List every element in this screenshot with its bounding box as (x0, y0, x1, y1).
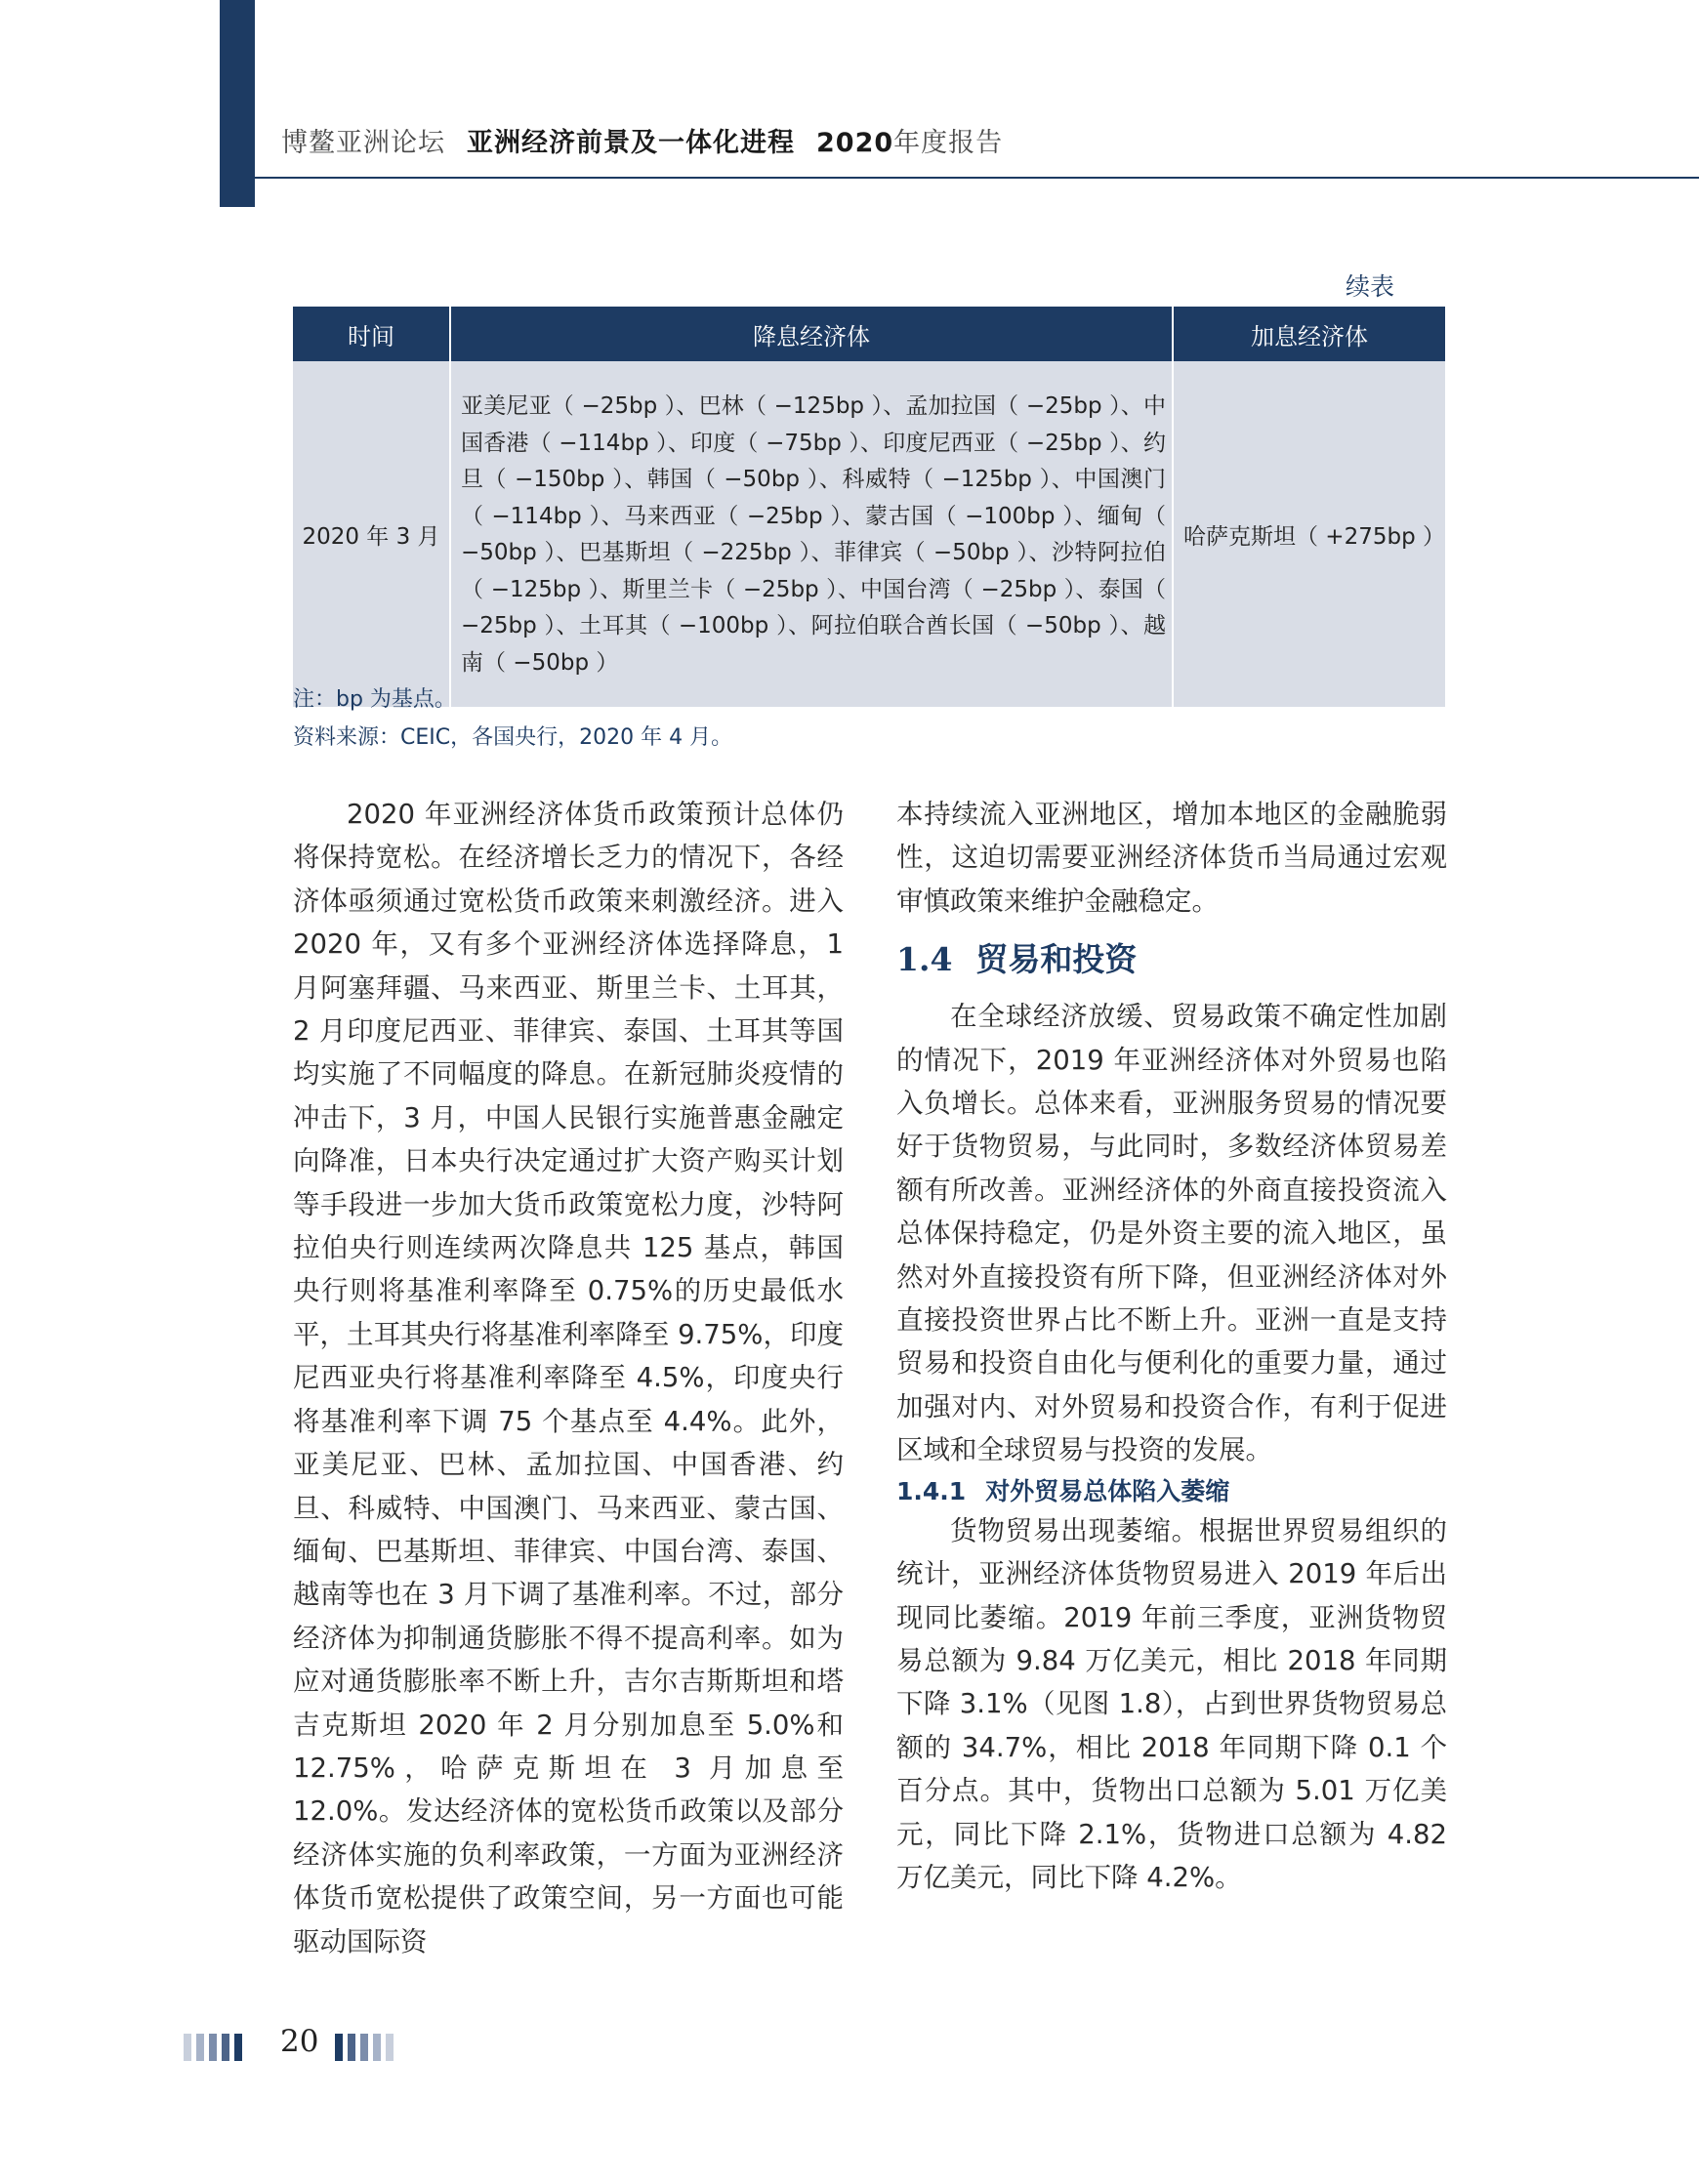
subsection-paragraph: 货物贸易出现萎缩。根据世界贸易组织的统计，亚洲经济体货物贸易进入 2019 年后出现同比萎缩。2019 年前三季度，亚洲货物贸易总额为 9.84 万亿美元，相比 2018 年同期下降 3.1%（见图 1.8），占到世界货物贸易总额的 34.7%，相比 2018 年同期下降 0.1 个百分点。其中，货物出口总额为 5.01 万亿美元，同比下降 2.1%，货物进口总额为 4.82 万亿美元，同比下降 4.2%。 (896, 1514, 1447, 1893)
table-header-row (293, 307, 1445, 361)
header-year: 2020 (816, 128, 894, 158)
right-text-column (896, 793, 1447, 1899)
left-text-column (293, 793, 844, 1963)
table-notes (293, 680, 732, 757)
header-title: 亚洲经济前景及一体化进程 (467, 128, 795, 158)
column-header-time: 时间 (293, 307, 450, 361)
cell-cuts: 亚美尼亚（ −25bp ）、巴林（ −125bp ）、孟加拉国（ −25bp ）、中国香港（ −114bp ）、印度（ −75bp ）、印度尼西亚（ −25bp ）、约旦（ −150bp ）、韩国（ −50bp ）、科威特（ −125bp ）、中国澳门（ −114bp ）、马来西亚（ −25bp ）、蒙古国（ −100bp ）、缅甸（ −50bp ）、巴基斯坦（ −225bp ）、菲律宾（ −50bp ）、沙特阿拉伯（ −125bp ）、斯里兰卡（ −25bp ）、中国台湾（ −25bp ）、泰国（ −25bp ）、土耳其（ −100bp ）、阿拉伯联合酋长国（ −50bp ）、越南（ −50bp ） (450, 361, 1173, 707)
page-number: 20 (280, 2024, 319, 2059)
footer-bars-right (335, 2034, 394, 2061)
subsection-title: 对外贸易总体陷入萎缩 (985, 1476, 1230, 1505)
subsection-heading (896, 1474, 1447, 1509)
header-accent-bar (220, 0, 255, 207)
cell-time: 2020 年 3 月 (293, 361, 450, 707)
column-header-hikes: 加息经济体 (1173, 307, 1445, 361)
section-title: 贸易和投资 (975, 940, 1138, 979)
footer-bars-left (184, 2034, 242, 2061)
interest-rate-table (293, 307, 1445, 707)
table-note: 注：bp 为基点。 (293, 687, 456, 712)
column-header-cuts: 降息经济体 (450, 307, 1173, 361)
table-continued-label: 续表 (1346, 272, 1395, 301)
section-number: 1.4 (896, 940, 953, 979)
body-paragraph: 2020 年亚洲经济体货币政策预计总体仍将保持宽松。在经济增长乏力的情况下，各经济体亟须通过宽松货币政策来刺激经济。进入 2020 年，又有多个亚洲经济体选择降息，1 月阿塞拜疆、马来西亚、斯里兰卡、土耳其，2 月印度尼西亚、菲律宾、泰国、土耳其等国均实施了不同幅度的降息。在新冠肺炎疫情的冲击下，3 月，中国人民银行实施普惠金融定向降准，日本央行决定通过扩大资产购买计划等手段进一步加大货币政策宽松力度，沙特阿拉伯央行则连续两次降息共 125 基点，韩国央行则将基准利率降至 0.75%的历史最低水平，土耳其央行将基准利率降至 9.75%，印度尼西亚央行将基准利率降至 4.5%，印度央行将基准利率下调 75 个基点至 4.4%。此外，亚美尼亚、巴林、孟加拉国、中国香港、约旦、科威特、中国澳门、马来西亚、蒙古国、缅甸、巴基斯坦、菲律宾、中国台湾、泰国、越南等也在 3 月下调了基准利率。不过，部分经济体为抑制通货膨胀不得不提高利率。如为应对通货膨胀率不断上升，吉尔吉斯斯坦和塔吉克斯坦 2020 年 2 月分别加息至 5.0%和 12.75%，哈萨克斯坦在 3 月加息至 12.0%。发达经济体的宽松货币政策以及部分经济体实施的负利率政策，一方面为亚洲经济体货币宽松提供了政策空间，另一方面也可能驱动国际资 (293, 799, 844, 1957)
table-row (293, 361, 1445, 707)
header-suffix: 年度报告 (893, 128, 1004, 158)
section-heading (896, 938, 1447, 981)
body-paragraph-continued: 本持续流入亚洲地区，增加本地区的金融脆弱性，这迫切需要亚洲经济体货币当局通过宏观审慎政策来维护金融稳定。 (896, 799, 1447, 917)
header-rule (255, 177, 1699, 179)
header-org: 博鳌亚洲论坛 (281, 128, 445, 158)
running-header (281, 121, 1003, 159)
table-source: 资料来源：CEIC，各国央行，2020 年 4 月。 (293, 725, 733, 750)
cell-hikes: 哈萨克斯坦（ +275bp ） (1173, 361, 1445, 707)
section-paragraph: 在全球经济放缓、贸易政策不确定性加剧的情况下，2019 年亚洲经济体对外贸易也陷入负增长。总体来看，亚洲服务贸易的情况要好于货物贸易，与此同时，多数经济体贸易差额有所改善。亚洲经济体的外商直接投资流入总体保持稳定，仍是外资主要的流入地区，虽然对外直接投资有所下降，但亚洲经济体对外直接投资世界占比不断上升。亚洲一直是支持贸易和投资自由化与便利化的重要力量，通过加强对内、对外贸易和投资合作，有利于促进区域和全球贸易与投资的发展。 (896, 1001, 1447, 1466)
subsection-number: 1.4.1 (896, 1476, 967, 1505)
